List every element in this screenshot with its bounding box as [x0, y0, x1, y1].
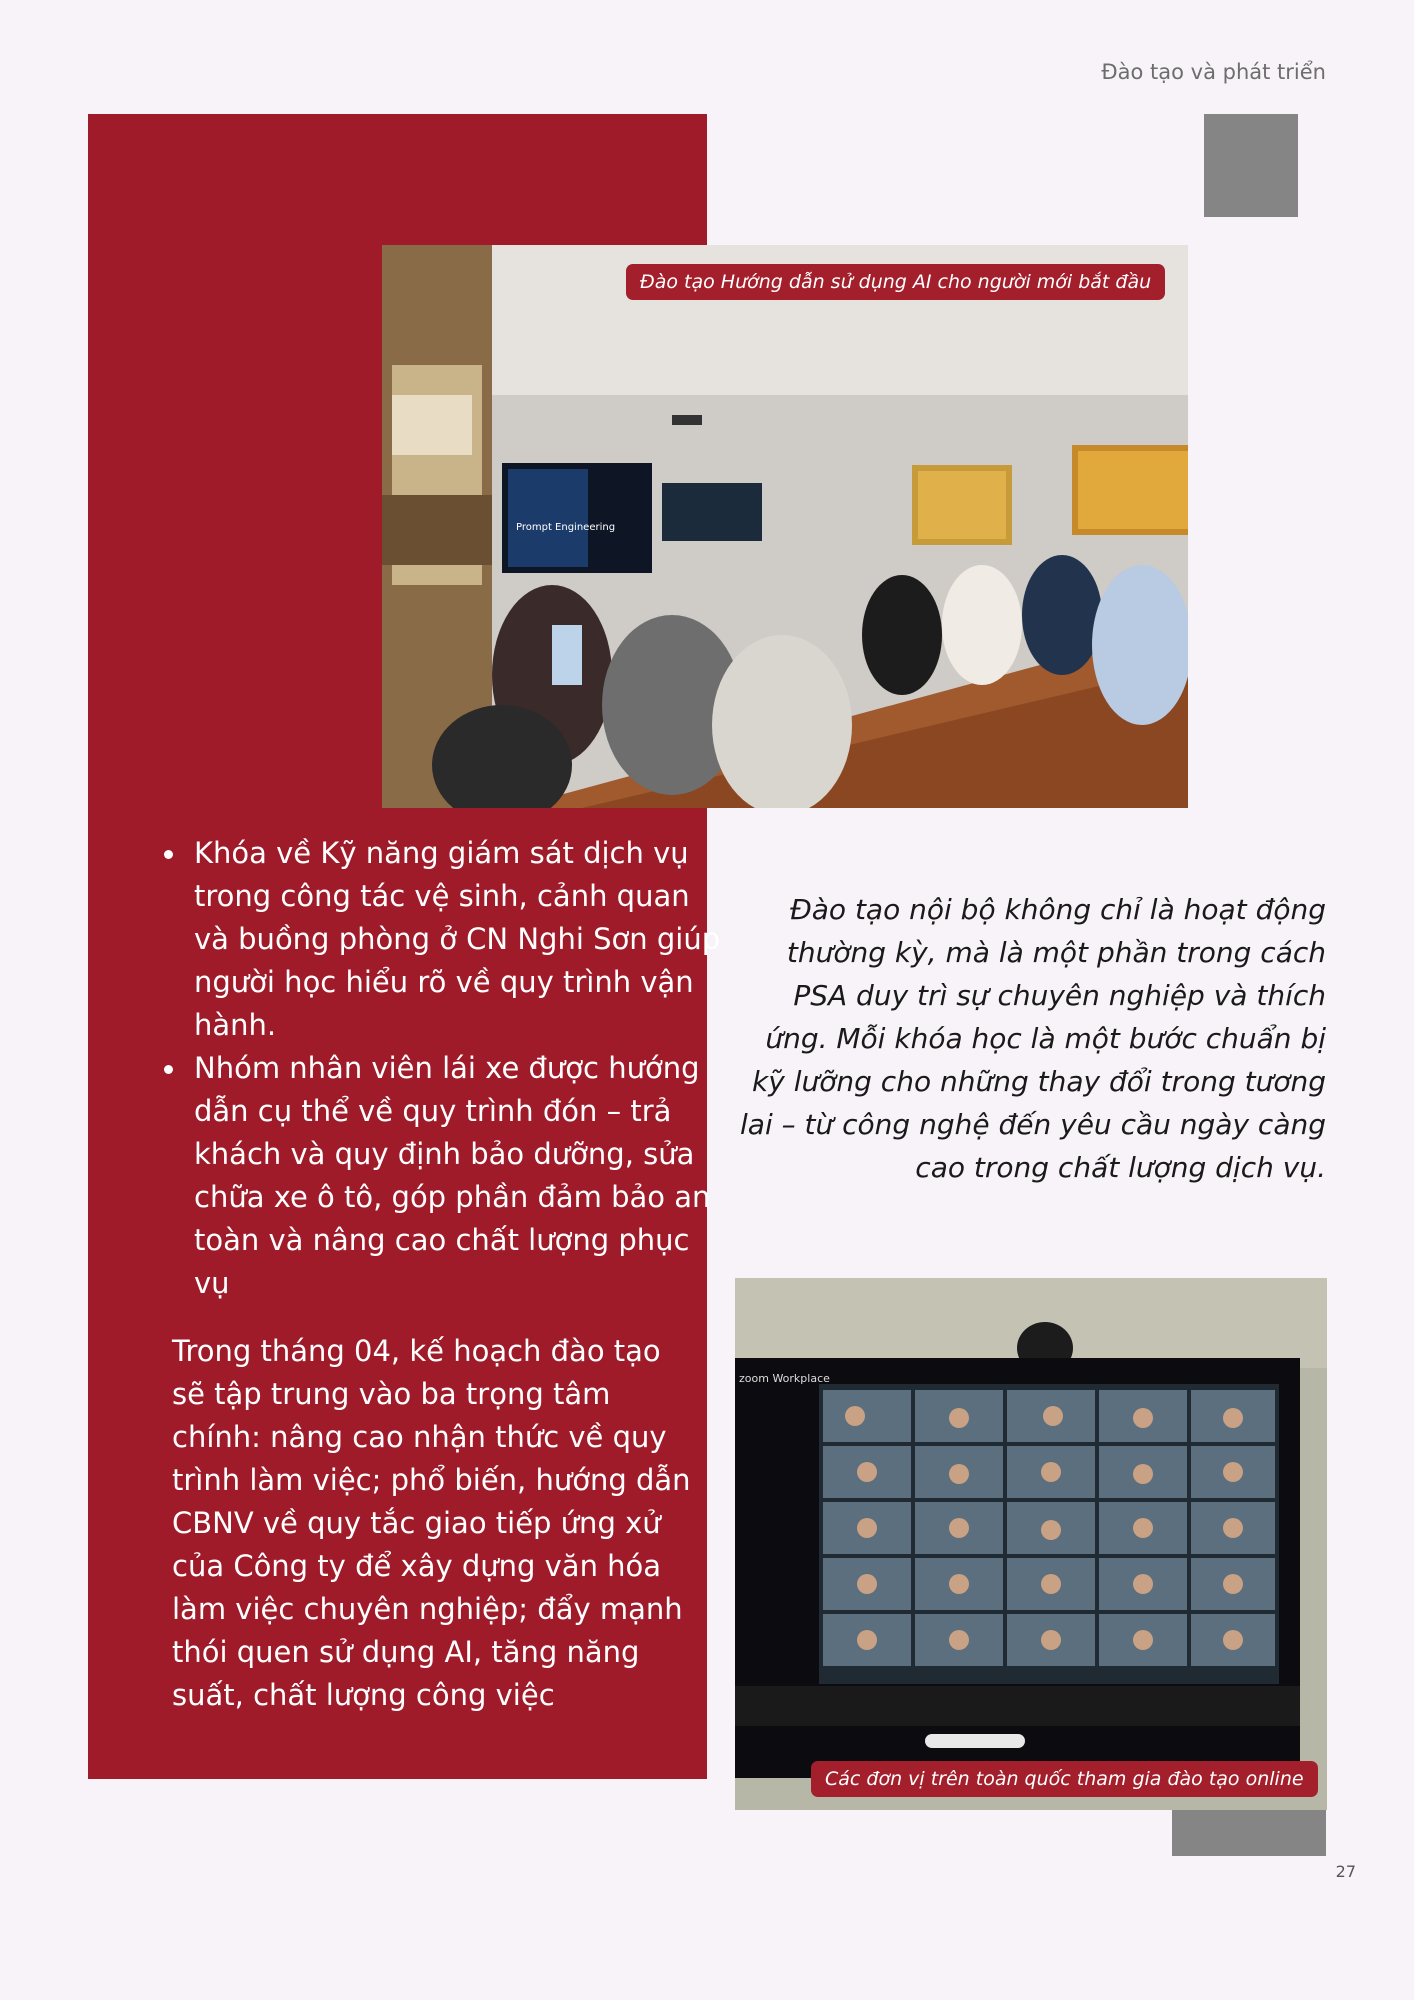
page-number: 27 — [1335, 1862, 1356, 1881]
screen-title-text: Prompt Engineering — [516, 522, 616, 533]
decor-block-top — [1204, 114, 1298, 217]
top-photo-caption: Đào tạo Hướng dẫn sử dụng AI cho người mới bắt đầu — [626, 264, 1165, 300]
training-bullet-list — [150, 832, 724, 1305]
training-room-photo — [382, 245, 1188, 808]
screen-brand-text: zoom Workplace — [739, 1372, 830, 1385]
online-training-photo — [735, 1278, 1327, 1810]
pull-quote: Đào tạo nội bộ không chỉ là hoạt động thường kỳ, mà là một phần trong cách PSA duy trì sự chuyên nghiệp và thích ứng. Mỗi khóa học là một bước chuẩn bị kỹ lưỡng cho những thay đổi trong tương lai – từ công nghệ đến yêu cầu ngày càng cao trong chất lượng dịch vụ. — [740, 893, 1326, 1184]
bullet-item-driver-training: Nhóm nhân viên lái xe được hướng dẫn cụ thể về quy trình đón – trả khách và quy định bảo dưỡng, sửa chữa xe ô tô, góp phần đảm bảo an toàn và nâng cao chất lượng phục vụ — [194, 1047, 724, 1305]
bullet-item-service-supervision: Khóa về Kỹ năng giám sát dịch vụ trong công tác vệ sinh, cảnh quan và buồng phòng ở CN Nghi Sơn giúp người học hiểu rõ về quy trình vận hành. — [194, 832, 724, 1047]
section-title: Đào tạo và phát triển — [1101, 60, 1326, 84]
april-plan-paragraph: Trong tháng 04, kế hoạch đào tạo sẽ tập trung vào ba trọng tâm chính: nâng cao nhận thức về quy trình làm việc; phổ biến, hướng dẫn CBNV về quy tắc giao tiếp ứng xử của Công ty để xây dựng văn hóa làm việc chuyên nghiệp; đẩy mạnh thói quen sử dụng AI, tăng năng suất, chất lượng công việc — [172, 1334, 691, 1712]
bottom-photo-caption: Các đơn vị trên toàn quốc tham gia đào tạo online — [811, 1761, 1318, 1797]
